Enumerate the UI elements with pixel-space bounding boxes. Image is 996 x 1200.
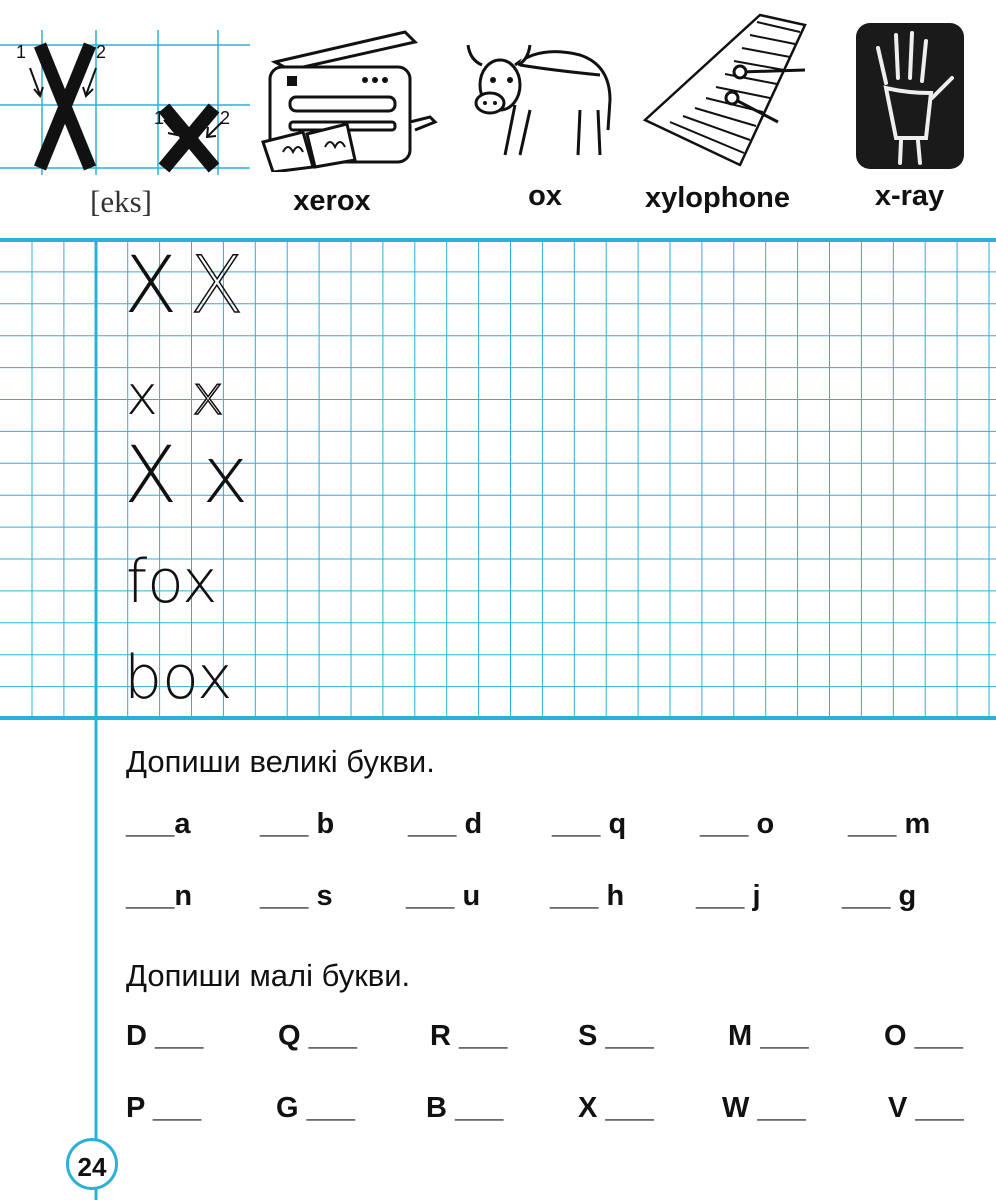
practice-x-pair: X x xyxy=(124,431,249,521)
ex1-item[interactable]: ___ m xyxy=(848,808,931,840)
page-number: 24 xyxy=(66,1138,118,1190)
ex2-item[interactable]: M ___ xyxy=(728,1020,809,1052)
ex1-item[interactable]: ___ j xyxy=(696,880,761,912)
picture-label-ox: ox xyxy=(528,180,562,212)
ex2-item[interactable]: V ___ xyxy=(888,1092,964,1124)
ex1-item[interactable]: ___ s xyxy=(260,880,333,912)
practice-upper-x-dotted: X xyxy=(190,241,244,331)
picture-label-xylophone: xylophone xyxy=(644,182,790,214)
ex1-item[interactable]: ___ b xyxy=(260,808,335,840)
practice-word-fox: fox xyxy=(126,547,218,617)
ex2-item[interactable]: R ___ xyxy=(430,1020,508,1052)
ex1-item[interactable]: ___ d xyxy=(408,808,483,840)
practice-lower-x-dotted: x xyxy=(192,364,224,427)
ex1-item[interactable]: ___a xyxy=(126,808,191,840)
ex1-item[interactable]: ___ q xyxy=(552,808,627,840)
ex2-item[interactable]: G ___ xyxy=(276,1092,355,1124)
practice-upper-x-solid: X xyxy=(124,241,178,331)
ex2-item[interactable]: D ___ xyxy=(126,1020,204,1052)
ex1-item[interactable]: ___ g xyxy=(842,880,917,912)
ex1-item[interactable]: ___n xyxy=(126,880,193,912)
picture-label-x-ray: x-ray xyxy=(874,180,945,212)
ex2-item[interactable]: Q ___ xyxy=(278,1020,357,1052)
ex1-item[interactable]: ___ h xyxy=(550,880,625,912)
picture-label-xerox: xerox xyxy=(293,185,371,217)
ex2-item[interactable]: B ___ xyxy=(426,1092,504,1124)
stroke-number-1-upper: 1 xyxy=(16,42,27,62)
ex2-item[interactable]: P ___ xyxy=(126,1092,202,1124)
ex2-item[interactable]: X ___ xyxy=(578,1092,654,1124)
ex1-item[interactable]: ___ o xyxy=(700,808,775,840)
exercise-1-instruction: Допиши великі букви. xyxy=(126,744,435,779)
exercise-2-instruction: Допиши малі букви. xyxy=(126,958,411,993)
ex1-item[interactable]: ___ u xyxy=(406,880,481,912)
stroke-number-2-lower: 2 xyxy=(220,108,231,128)
practice-word-box: box xyxy=(124,643,233,713)
ex2-item[interactable]: W ___ xyxy=(722,1092,806,1124)
practice-lower-x-solid: x xyxy=(126,364,158,427)
ex2-item[interactable]: S ___ xyxy=(578,1020,654,1052)
ex2-item[interactable]: O ___ xyxy=(884,1020,963,1052)
stroke-number-2-upper: 2 xyxy=(96,42,107,62)
pronunciation: [eks] xyxy=(90,184,152,219)
stroke-number-1-lower: 1 xyxy=(154,108,165,128)
